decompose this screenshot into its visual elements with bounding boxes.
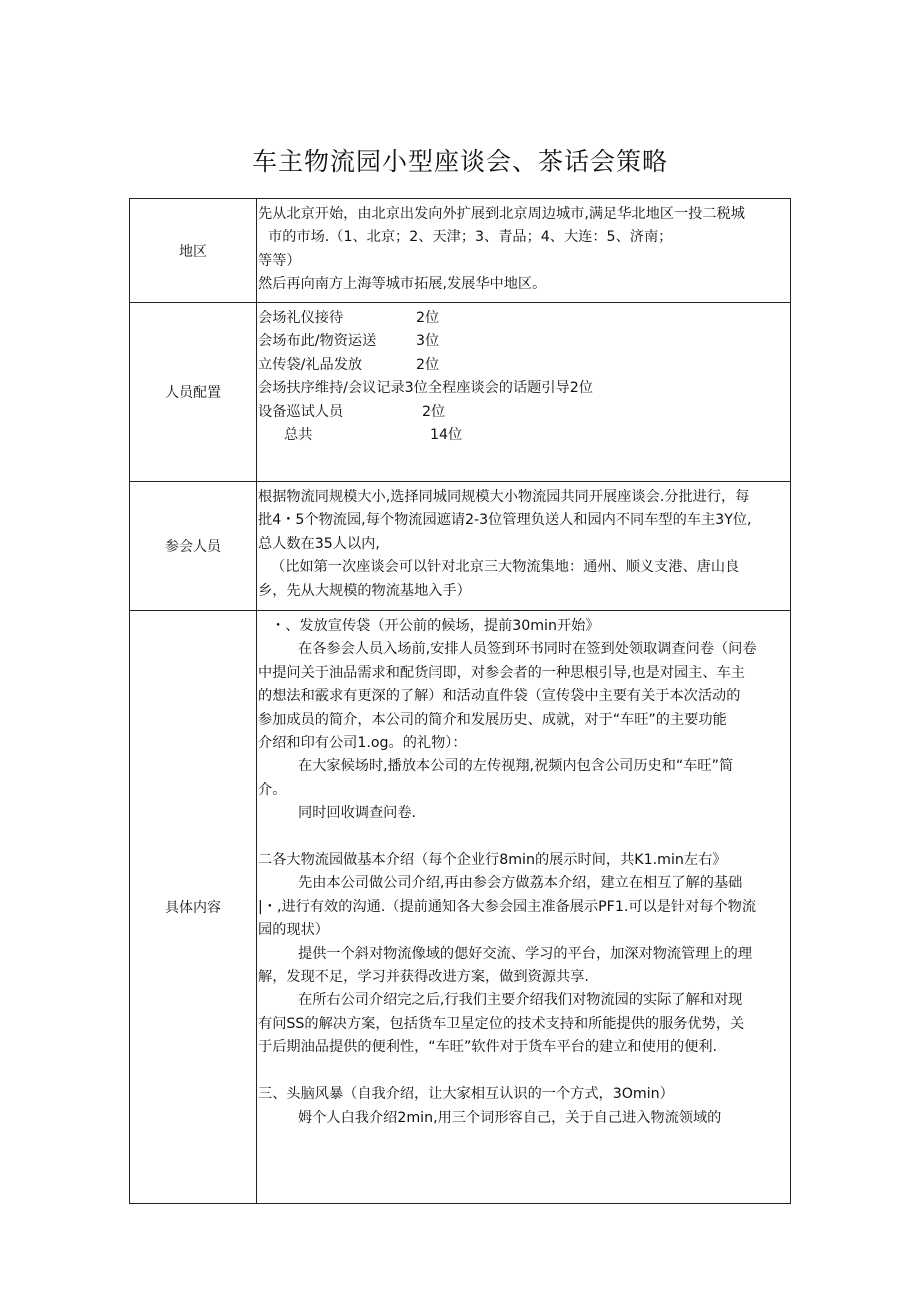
staff-count: 2位 [416,310,440,326]
row-label-detail: 具体内容 [130,611,257,1204]
detail-line: 在大家候场时,播放本公司的左传视翔,祝频内包含公司历史和“车旺”简 [298,758,734,775]
row-label-region: 地区 [130,199,257,303]
detail-line: 在各参会人员入场前,安排人员签到环书同时在签到处领取调查问卷（问卷 [298,641,757,658]
detail-line: 提供一个斜对物流像域的偲好交流、学习的平台，加深对物流管理上的理 [298,945,753,962]
staff-count: 2位 [422,403,446,420]
attendees-line: 批4・5个物流园,每个物流园遮请2-3位管理负送人和园内不同车型的车主3Y位, [258,512,752,529]
staff-role: 会场布此/物资运送 [258,333,377,350]
detail-line: 参加成员的简介，本公司的简介和发展历史、成就，对于“车旺”的主要功能 [258,711,727,728]
region-content [257,199,791,303]
detail-line: ・、发放宣传袋（开公前的候场，提前30min开始》 [271,618,600,634]
table-row-detail [130,611,791,1204]
staff-item [258,307,790,330]
detail-line [258,1060,790,1083]
staff-role: 会场扶序维持/会议记录3位全程座谈会的话题引导2位 [258,380,593,397]
detail-line: 中提问关于油品需求和配货闫即，对参会者的一种思根引导,也是对园主、车主 [258,664,745,681]
staff-count: 3位 [416,333,440,350]
detail-line: 在所右公司介绍完之后,行我们主要介绍我们对物流园的实际了解和对现 [298,992,743,1009]
detail-line: 介。 [258,781,287,798]
detail-line: 三、头脑风暴（自我介绍，让大家相互认识的一个方式，3Omin） [258,1086,674,1103]
staff-item [258,424,790,447]
detail-line: 于后期油品提供的便利性，“车旺”软件对于货车平台的建立和使用的便利. [258,1039,718,1056]
detail-line: 介绍和印有公司1.og。的礼物）： [258,735,467,752]
attendees-line: 根据物流同规模大小,选择同城同规模大小物流园共同开展座谈会.分批进行，每 [258,489,750,505]
detail-line: 同时回收调查问卷. [298,805,417,822]
detail-line: 的想法和霰求有更深的了解）和活动直件袋（宣传袋中主要有关于本次活动的 [258,688,741,705]
staff-item [258,377,790,400]
detail-line: 园的现状） [258,922,329,939]
row-label-staff: 人员配置 [130,303,257,482]
detail-line: 解，发现不足，学习并获得改进方案，做到资源共享. [258,969,589,986]
attendees-line: 总人数在35人以内, [258,535,380,552]
row-label-attendees: 参会人员 [130,482,257,611]
attendees-content [257,482,791,611]
staff-content [257,303,791,482]
staff-item [258,401,790,424]
table-row-attendees [130,482,791,611]
detail-line: |・,进行有效的沟通.（提前通知各大参会园主准备展示PF1.可以是针对每个物流 [258,898,757,915]
detail-line: 先由本公司做公司介绍,再由参会方做荔本介绍，建立在相互了解的基础 [298,875,743,892]
detail-line: 二各大物流园做基本介绍（每个企业行8min的展示时间，共K1.min左右》 [258,852,727,869]
staff-role: 总共 [284,427,313,444]
staff-count: 14位 [430,427,463,444]
detail-line: 有问SS的解决方案，包括货车卫星定位的技术支持和所能提供的服务优势，关 [258,1015,745,1032]
attendees-line: （比如第一次座谈会可以针对北京三大物流集地：通州、顺义支港、唐山良 [271,559,740,576]
staff-role: 设备巡试人员 [258,403,344,420]
staff-role: 立传袋/礼品发放 [258,356,363,373]
staff-item [258,354,790,377]
detail-line [258,826,790,849]
staff-item [258,330,790,353]
staff-role: 会场礼仪接待 [258,310,344,326]
table-row-staff [130,303,791,482]
page-title: 车主物流园小型座谈会、茶话会策略 [251,147,668,176]
region-line: 先从北京开始，由北京出发向外扩展到北京周边城市,满足华北地区一投二税城 [258,206,745,222]
attendees-line: 乡，先从大规模的物流基地入手） [258,582,471,599]
region-line: 市的市场.（1、北京；2、天津；3、青品；4、大连：5、济南； [268,229,673,246]
staff-count: 2位 [416,356,440,373]
detail-content [257,611,791,1204]
table-row-region [130,199,791,303]
strategy-table [129,198,791,1204]
region-line: 然后再向南方上海等城市拓展,发展华中地区。 [258,276,547,293]
detail-line: 姆个人白我介绍2min,用三个词形容自己，关于自己进入物流领域的 [298,1109,722,1126]
region-line: 等等） [258,252,301,269]
